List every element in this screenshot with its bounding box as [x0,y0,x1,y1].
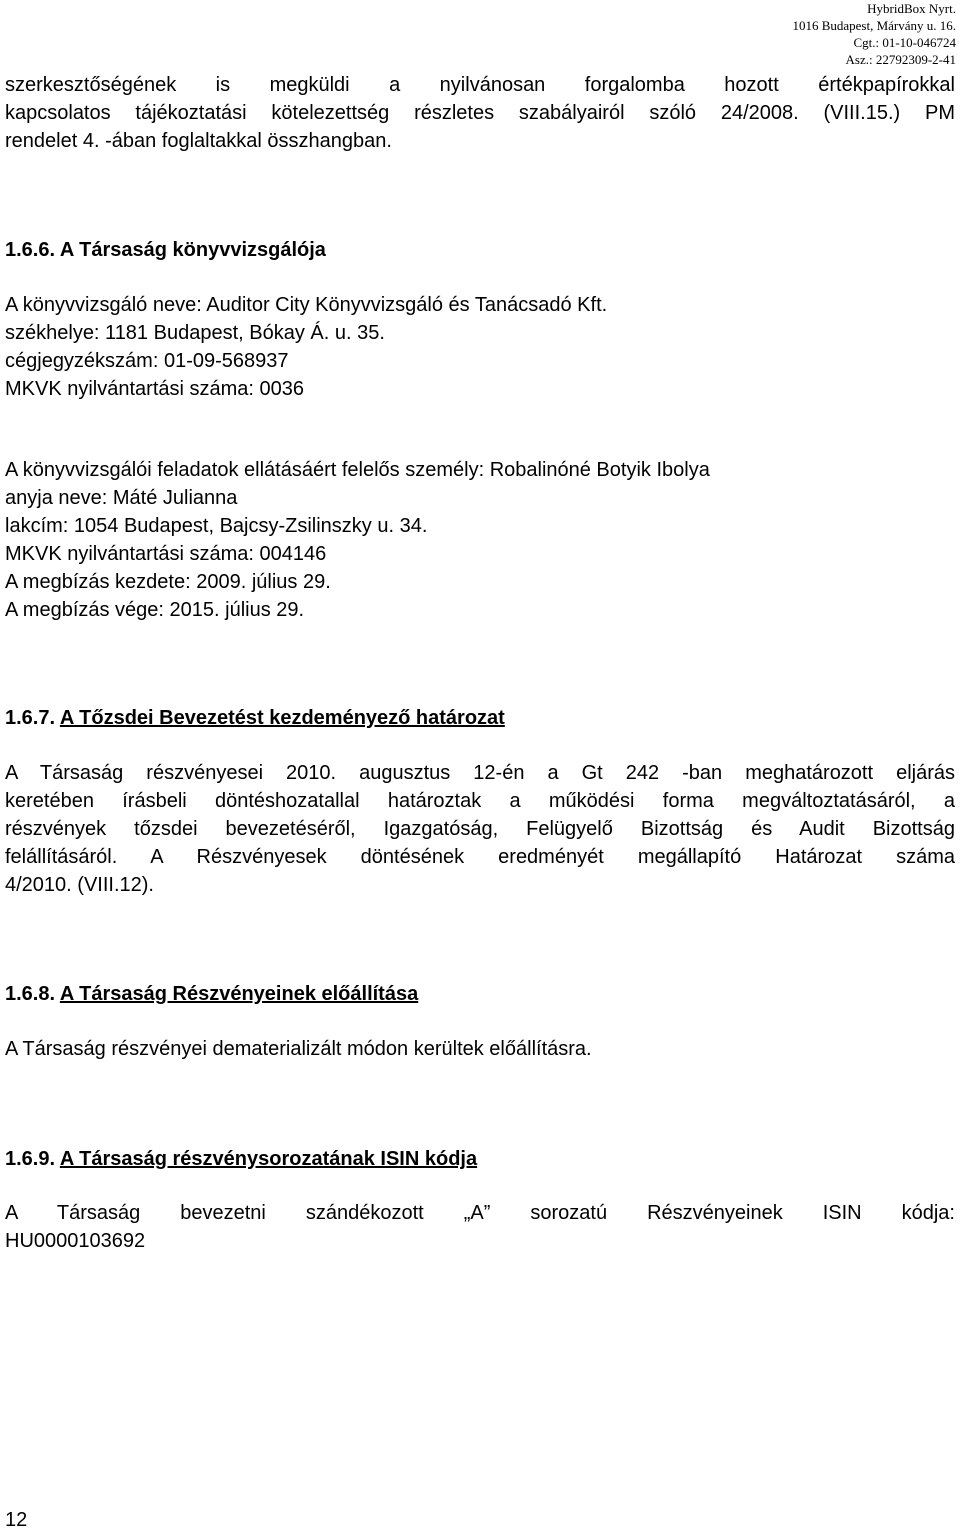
person-line: lakcím: 1054 Budapest, Bajcsy-Zsilinszky u. 34. [5,515,428,537]
person-line: anyja neve: Máté Julianna [5,487,238,509]
auditor-line: A könyvvizsgáló neve: Auditor City Könyvvizsgáló és Tanácsadó Kft. [5,294,608,316]
header-asz: Asz.: 22792309-2-41 [845,52,956,67]
auditor-line: cégjegyzékszám: 01-09-568937 [5,350,289,372]
auditor-details [5,291,955,403]
resolution-line: keretében írásbeli döntéshozatallal határoztak a működési forma megváltoztatásáról, a [5,790,955,812]
section-title: A Társaság könyvvizsgálója [59,239,326,261]
person-line: A könyvvizsgálói feladatok ellátásáért felelős személy: Robalinóné Botyik Ibolya [5,459,710,481]
isin-paragraph [5,1199,955,1255]
intro-line: rendelet 4. -ában foglaltakkal összhangban. [5,130,392,152]
section-heading-1-6-8 [5,980,418,1008]
section-title: A Tőzsdei Bevezetést kezdeményező határozat [59,707,505,729]
header-address: 1016 Budapest, Márvány u. 16. [792,18,956,33]
intro-line: szerkesztőségének is megküldi a nyilvánosan forgalomba hozott értékpapírokkal [5,74,955,96]
responsible-person-details [5,456,955,624]
section-number: 1.6.9. [5,1148,56,1170]
resolution-paragraph [5,759,955,899]
section-title: A Társaság részvénysorozatának ISIN kódja [59,1148,478,1170]
header-company: HybridBox Nyrt. [867,1,956,16]
header-cgt: Cgt.: 01-10-046724 [853,35,956,50]
section-heading-1-6-6 [5,236,326,264]
document-header [792,0,956,68]
resolution-line: A Társaság részvényesei 2010. augusztus 12-én a Gt 242 -ban meghatározott eljárás [5,762,955,784]
person-line: A megbízás vége: 2015. július 29. [5,599,305,621]
resolution-line: felállításáról. A Részvényesek döntésének eredményét megállapító Határozat száma [5,846,955,868]
intro-line: kapcsolatos tájékoztatási kötelezettség részletes szabályairól szóló 24/2008. (VIII.15.) PM [5,102,955,124]
person-line: MKVK nyilvántartási száma: 004146 [5,543,327,565]
section-number: 1.6.8. [5,983,56,1005]
section-heading-1-6-9 [5,1145,477,1173]
section-number: 1.6.7. [5,707,56,729]
resolution-line: 4/2010. (VIII.12). [5,874,154,896]
intro-paragraph [5,71,955,155]
page-number: 12 [5,1509,28,1531]
auditor-line: székhelye: 1181 Budapest, Bókay Á. u. 35. [5,322,385,344]
section-heading-1-6-7 [5,704,505,732]
person-line: A megbízás kezdete: 2009. július 29. [5,571,331,593]
auditor-line: MKVK nyilvántartási száma: 0036 [5,378,305,400]
isin-code: HU0000103692 [5,1230,146,1252]
isin-line: A Társaság bevezetni szándékozott „A” sorozatú Részvényeinek ISIN kódja: [5,1202,955,1224]
section-number: 1.6.6. [5,239,56,261]
resolution-line: részvények tőzsdei bevezetéséről, Igazgatóság, Felügyelő Bizottság és Audit Bizottság [5,818,955,840]
section-title: A Társaság Részvényeinek előállítása [59,983,419,1005]
shares-production-text: A Társaság részvényei dematerializált módon kerültek előállításra. [5,1038,592,1060]
